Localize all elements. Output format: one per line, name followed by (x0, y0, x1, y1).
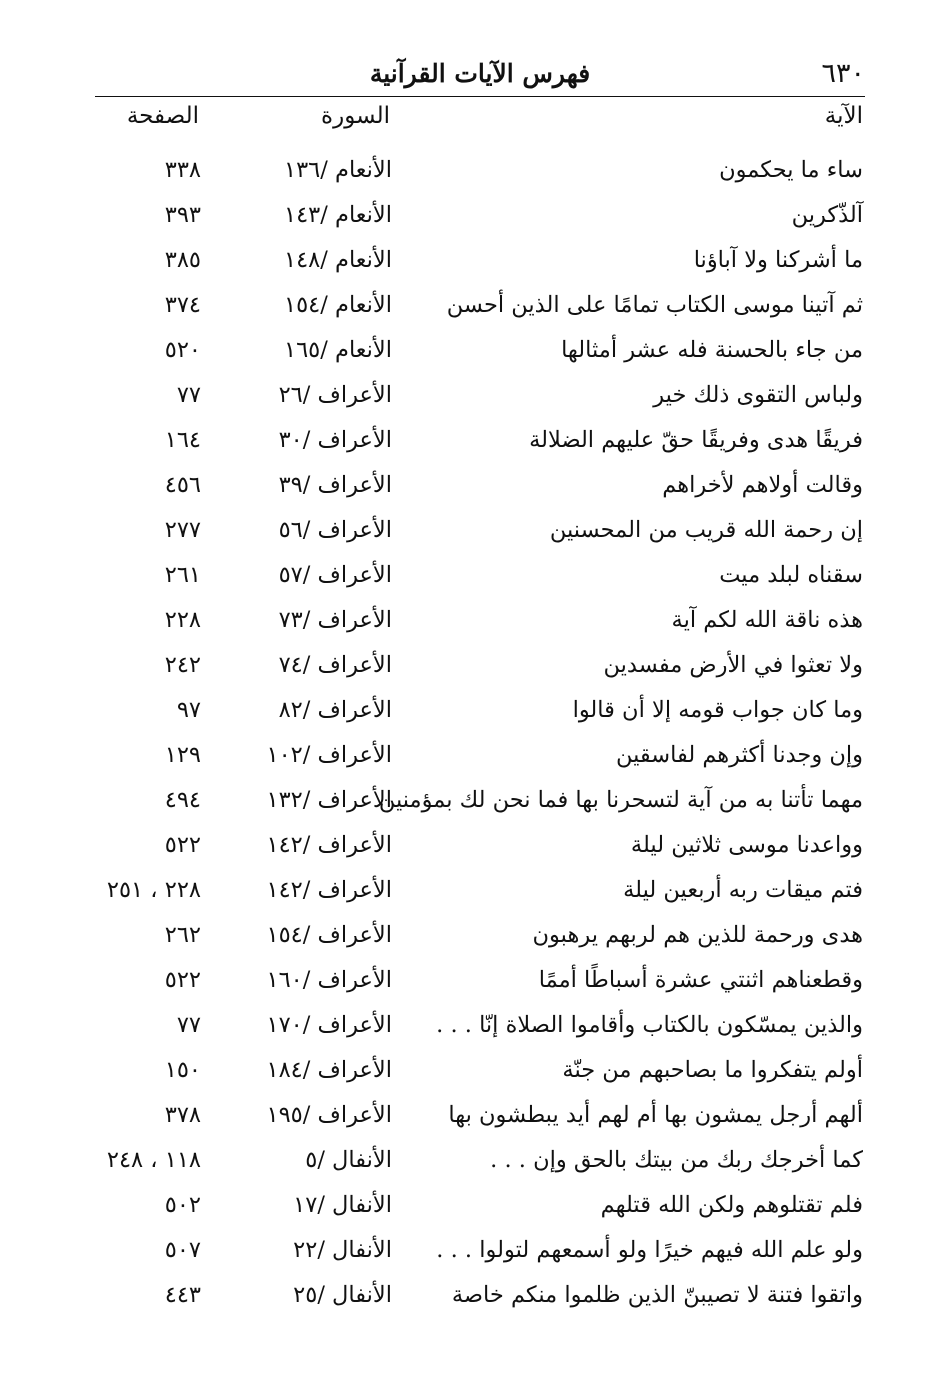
verse-text: مهما تأتنا به من آية لتسحرنا بها فما نحن لك بمؤمنين (378, 787, 863, 813)
verse-text: والذين يمسّكون بالكتاب وأقاموا الصلاة إنّا . . . (436, 1012, 863, 1038)
verse-text: ولو علم الله فيهم خيرًا ولو أسمعهم لتولوا . . . (436, 1237, 863, 1263)
table-row (0, 823, 940, 868)
table-row (0, 958, 940, 1003)
surah-ref: الأعراف /١٠٢ (266, 742, 392, 768)
column-header-surah: السورة (321, 103, 390, 129)
verse-text: وقطعناهم اثنتي عشرة أسباطًا أممًا (538, 967, 863, 993)
surah-ref: الأعراف /٢٦ (278, 382, 392, 408)
page-ref: ١١٨ ، ٢٤٨ (106, 1147, 201, 1173)
surah-ref: الأعراف /١٧٠ (266, 1012, 392, 1038)
surah-ref: الأنفال /٢٢ (293, 1237, 392, 1263)
verse-text: هذه ناقة الله لكم آية (671, 607, 863, 633)
index-table (0, 148, 940, 1318)
surah-ref: الأعراف /١٨٤ (266, 1057, 392, 1083)
verse-text: من جاء بالحسنة فله عشر أمثالها (561, 337, 863, 363)
table-row (0, 463, 940, 508)
surah-ref: الأعراف /٥٧ (278, 562, 392, 588)
page-ref: ٥٢٠ (164, 337, 201, 363)
header-rule (95, 96, 865, 97)
table-row (0, 1138, 940, 1183)
surah-ref: الأنعام /١٤٨ (284, 247, 392, 273)
verse-text: فتم ميقات ربه أربعين ليلة (623, 877, 863, 903)
surah-ref: الأنعام /١٥٤ (284, 292, 392, 318)
table-row (0, 733, 940, 778)
page-ref: ٢٦٢ (164, 922, 201, 948)
table-row (0, 1048, 940, 1093)
table-row (0, 1273, 940, 1318)
table-row (0, 1183, 940, 1228)
table-row (0, 688, 940, 733)
page-ref: ٣٧٤ (164, 292, 201, 318)
page-ref: ٥٠٧ (164, 1237, 201, 1263)
verse-text: هدى ورحمة للذين هم لربهم يرهبون (532, 922, 863, 948)
page-ref: ٢٤٢ (164, 652, 201, 678)
table-row (0, 1228, 940, 1273)
surah-ref: الأعراف /١٤٢ (266, 832, 392, 858)
page-ref: ٣٨٥ (164, 247, 201, 273)
table-row (0, 283, 940, 328)
page-ref: ١٥٠ (164, 1057, 201, 1083)
table-row (0, 598, 940, 643)
surah-ref: الأعراف /٨٢ (278, 697, 392, 723)
page-ref: ٣٧٨ (164, 1102, 201, 1128)
page-number: ٦٣٠ (821, 58, 865, 89)
verse-text: فريقًا هدى وفريقًا حقّ عليهم الضلالة (529, 427, 863, 453)
table-row (0, 778, 940, 823)
table-row (0, 1003, 940, 1048)
page-ref: ٢٢٨ ، ٢٥١ (106, 877, 201, 903)
surah-ref: الأعراف /١٩٥ (266, 1102, 392, 1128)
verse-text: وقالت أولاهم لأخراهم (662, 472, 863, 498)
verse-text: وما كان جواب قومه إلا أن قالوا (572, 697, 863, 723)
surah-ref: الأعراف /٣٩ (278, 472, 392, 498)
page-ref: ٥٠٢ (164, 1192, 201, 1218)
surah-ref: الأعراف /١٦٠ (266, 967, 392, 993)
verse-text: ولباس التقوى ذلك خير (653, 382, 863, 408)
verse-text: فلم تقتلوهم ولكن الله قتلهم (600, 1192, 863, 1218)
surah-ref: الأعراف /٧٣ (278, 607, 392, 633)
verse-text: وواعدنا موسى ثلاثين ليلة (630, 832, 863, 858)
verse-text: ما أشركنا ولا آباؤنا (693, 247, 863, 273)
surah-ref: الأنفال /١٧ (293, 1192, 392, 1218)
verse-text: ألهم أرجل يمشون بها أم لهم أيد يبطشون بها (448, 1102, 863, 1128)
page-title: فهرس الآيات القرآنية (369, 59, 591, 88)
table-row (0, 418, 940, 463)
table-row (0, 373, 940, 418)
verse-text: كما أخرجك ربك من بيتك بالحق وإن . . . (490, 1147, 863, 1173)
surah-ref: الأعراف /٧٤ (278, 652, 392, 678)
surah-ref: الأنفال /٥ (305, 1147, 392, 1173)
table-row (0, 1093, 940, 1138)
verse-text: ساء ما يحكمون (719, 157, 863, 183)
page-ref: ١٦٤ (164, 427, 201, 453)
surah-ref: الأنعام /١٦٥ (284, 337, 392, 363)
verse-text: سقناه لبلد ميت (719, 562, 863, 588)
page-ref: ٤٤٣ (164, 1282, 201, 1308)
page-ref: ٤٥٦ (164, 472, 201, 498)
page-ref: ٣٩٣ (164, 202, 201, 228)
table-row (0, 193, 940, 238)
surah-ref: الأعراف /١٣٢ (266, 787, 392, 813)
verse-text: آلذّكرين (791, 202, 863, 228)
surah-ref: الأعراف /٣٠ (278, 427, 392, 453)
verse-text: أولم يتفكروا ما بصاحبهم من جنّة (562, 1057, 863, 1083)
column-header-page: الصفحة (126, 103, 199, 129)
table-row (0, 508, 940, 553)
table-row (0, 868, 940, 913)
page-ref: ٢٦١ (164, 562, 201, 588)
verse-text: واتقوا فتنة لا تصيبنّ الذين ظلموا منكم خاصة (451, 1282, 863, 1308)
verse-text: ولا تعثوا في الأرض مفسدين (603, 652, 863, 678)
table-row (0, 148, 940, 193)
page-ref: ٥٢٢ (164, 832, 201, 858)
table-row (0, 643, 940, 688)
page-ref: ٩٧ (176, 697, 201, 723)
table-row (0, 553, 940, 598)
verse-text: وإن وجدنا أكثرهم لفاسقين (615, 742, 863, 768)
surah-ref: الأنعام /١٤٣ (284, 202, 392, 228)
table-row (0, 913, 940, 958)
surah-ref: الأعراف /١٥٤ (266, 922, 392, 948)
column-headers (95, 98, 865, 134)
surah-ref: الأعراف /١٤٢ (266, 877, 392, 903)
verse-text: ثم آتينا موسى الكتاب تمامًا على الذين أحسن (446, 292, 863, 318)
verse-text: إن رحمة الله قريب من المحسنين (549, 517, 863, 543)
table-row (0, 238, 940, 283)
page-ref: ٢٧٧ (164, 517, 201, 543)
table-row (0, 328, 940, 373)
page-ref: ١٢٩ (164, 742, 201, 768)
surah-ref: الأعراف /٥٦ (278, 517, 392, 543)
surah-ref: الأنعام /١٣٦ (284, 157, 392, 183)
page-ref: ٢٢٨ (164, 607, 201, 633)
surah-ref: الأنفال /٢٥ (293, 1282, 392, 1308)
page-ref: ٧٧ (176, 382, 201, 408)
running-head (95, 54, 865, 94)
column-header-verse: الآية (824, 103, 863, 129)
page-ref: ٣٣٨ (164, 157, 201, 183)
page-ref: ٥٢٢ (164, 967, 201, 993)
page-ref: ٤٩٤ (164, 787, 201, 813)
page-ref: ٧٧ (176, 1012, 201, 1038)
